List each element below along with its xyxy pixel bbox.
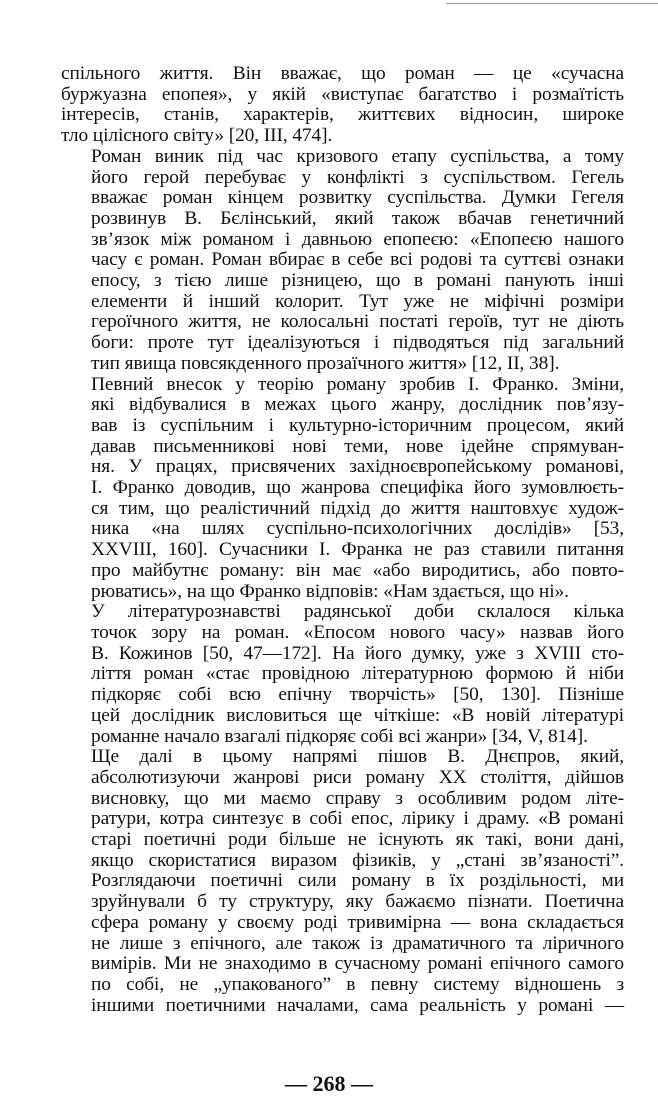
text-line: ратури, котра синтезує в собі епос, лірику і драму. «В романі [91,808,624,830]
text-line: зв’язок між романом і давньою епопеєю: «Епопеєю нашого [91,228,624,250]
text-line: давав письменникові нові теми, нове ідейне спрямуван- [91,435,624,457]
text-line: спільного життя. Він вважає, що роман — це «сучасна [61,63,624,84]
text-line: не лише з епічного, але також із драматичного та ліричного [91,932,624,954]
text-line: ся тим, що реалістичний підхід до життя наштовхує худож- [91,497,624,519]
text-line: епосу, з тією лише різницею, що в романі панують інші [91,270,624,292]
text-line: боги: проте тут ідеалізуються і підводяться під загальний [91,332,624,354]
text-line: вимірів. Ми не знаходимо в сучасному романі епічного самого [91,953,624,975]
text-line: XXVIII, 160]. Сучасники І. Франка не раз ставили питання [91,539,624,561]
text-line: У літературознавстві радянської доби склалося кілька [91,601,624,623]
text-line: висновку, що ми маємо справу з особливим родом літе- [91,787,624,809]
paragraph [61,64,624,147]
text-line: І. Франко доводив, що жанрова специфіка його зумовлюєть- [91,477,624,499]
text-line: Розглядаючи поетичні сили роману в їх роздільності, ми [91,870,624,892]
top-edge-rule [446,3,658,4]
text-line: точок зору на роман. «Епосом нового часу» назвав його [91,621,624,643]
page-number: — 268 — [285,1071,373,1096]
paragraph [61,375,624,603]
text-line: зруйнували б ту структуру, яку бажаємо пізнати. Поетична [91,891,624,913]
text-line: вав із суспільним і культурно-історичним процесом, який [91,414,624,436]
body-text [61,64,624,1016]
text-line: його герой перебуває у конфлікті з суспільством. Гегель [91,166,624,188]
text-line: сфера роману у своєму роді тривимірна — вона складається [91,911,624,933]
text-line: якщо скористатися виразом фізиків, у „стані зв’язаності”. [91,849,624,871]
text-line: інтересів, станів, характерів, життєвих відносин, широке [61,104,624,126]
text-line: про майбутнє роману: він має «або виродитись, або повто- [91,559,624,581]
text-line: абсолютизуючи жанрові риси роману XX століття, дійшов [91,766,624,788]
text-line: елементи й інший колорит. Тут уже не міфічні розміри [91,290,624,312]
text-line: романне начало взагалі підкоряє собі всі жанри» [34, V, 814]. [91,725,588,747]
text-line: рюватись», на що Франко відповів: «Нам здається, що ні». [91,580,569,602]
text-line: старі поетичні роди більше не існують як такі, вони дані, [91,829,624,851]
paragraph [61,147,624,375]
text-line: цей дослідник висловиться ще чіткіше: «В новій літературі [91,704,624,726]
text-line: по собі, не „упакованого” в певну систему відношень з [91,973,624,995]
text-line: які відбувалися в межах цього жанру, дослідник пов’язу- [91,394,624,416]
text-line: ня. У працях, присвячених західноєвропейському романові, [91,456,624,478]
text-line: ника «на шлях суспільно-психологічних дослідів» [53, [91,518,624,540]
text-line: підкоряє собі всю епічну творчість» [50, 130]. Пізніше [91,684,624,706]
paragraph [61,602,624,747]
text-line: вважає роман кінцем розвитку суспільства. Думки Гегеля [91,187,624,209]
paragraph [61,747,624,1016]
text-line: іншими поетичними началами, сама реальність у романі — [91,994,624,1016]
text-line: тло цілісного світу» [20, III, 474]. [61,125,333,147]
text-line: розвинув В. Бєлінський, який також вбачав генетичний [91,207,624,229]
text-line: Певний внесок у теорію роману зробив І. Франко. Зміни, [91,373,624,395]
text-line: Ще далі в цьому напрямі пішов В. Днєпров, який, [91,746,624,768]
text-line: В. Кожинов [50, 47—172]. На його думку, уже з XVIII сто- [91,642,624,664]
text-line: Роман виник під час кризового етапу суспільства, а тому [91,145,624,167]
text-line: буржуазна епопея», у якій «виступає багатство і розмаїтість [61,83,624,105]
text-line: героїчного життя, не колосальні постаті героїв, тут не діють [91,311,624,333]
text-line: часу є роман. Роман вбирає в себе всі родові та суттєві ознаки [91,249,624,271]
text-line: ліття роман «стає провідною літературною формою й ніби [91,663,624,685]
text-line: тип явища повсякденного прозаїчного життя» [12, II, 38]. [91,352,560,374]
